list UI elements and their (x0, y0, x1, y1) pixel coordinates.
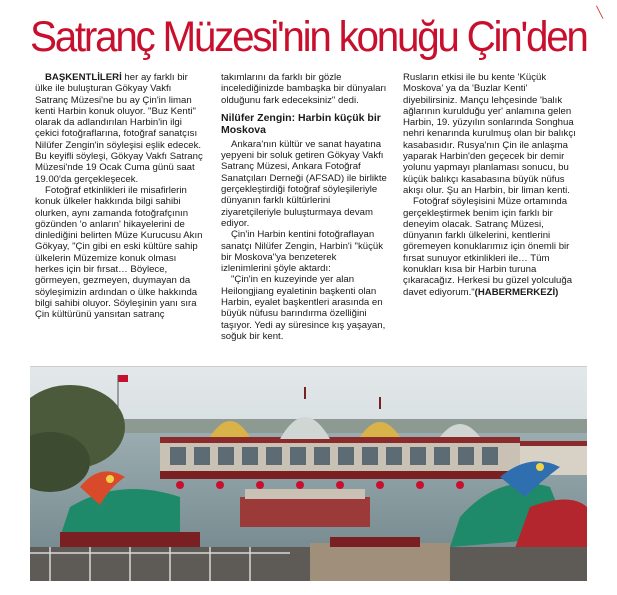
lead-text: her ay farklı bir ülke ile buluşturan Gökyay Vakfı Satranç Müzesi'ne bu ay Çin'in liman kenti Harbin konuk oluyor. "Buz Kenti" olarak da adlandırılan Harbin'in ilgi çekici fotoğraflarına, fotoğraf sanatçısı Nilüfer Zengin'in söyleşisi eşlik edecek. Bu keyifli söyleşi, Gökyay Vakfı Satranç Müzesi'nde 19 Ocak Cuma günü saat 19.00'da gerçekleşecek. (35, 72, 203, 185)
paragraph: Rusların etkisi ile bu kente 'Küçük Moskova' ya da 'Buzlar Kenti' diyebilirsiniz. Mançu lehçesinde 'balık ağlarının kurulduğu yer' anlamına gelen Harbin, 19. yüzyılın sonlarında Songhua nehri kenarında kurulmuş olan bir balıkçı kasabasıdır. Rusya'nın Çin ile anlaşma yaparak Harbin'den geçecek bir demir yolunu yapmayı planlaması sonucu, bu küçük balıkçı kasabasına büyük nüfus akışı olur. Şu an Harbin, bir liman kenti. (403, 72, 576, 196)
byline: (HABERMERKEZİ) (474, 286, 559, 298)
subheading: Nilüfer Zengin: Harbin küçük bir Moskova (221, 111, 381, 136)
paragraph: takımlarını da farklı bir gözle incelediğinizde bambaşka bir dünyaları olduğunu fark edeceksiniz" dedi. (221, 72, 387, 106)
article-column-3 (403, 72, 583, 298)
paragraph: Ankara'nın kültür ve sanat hayatına yepyeni bir soluk getiren Gökyay Vakfı Satranç Müzesi, Ankara Fotoğraf Sanatçıları Derneği (AFSAD) ile birlikte gerçekleştirdiği fotoğraf söyleşileriyle dünyanın farklı kültürlerini ziyaretçileriyle buluşturmaya devam ediyor. (221, 138, 387, 229)
corner-mark-icon: ╲ (596, 7, 603, 19)
paragraph (403, 196, 583, 298)
harbin-river-boats-photo-icon (30, 367, 587, 581)
quote-paragraph: "Çin'in en kuzeyinde yer alan Heilongjiang eyaletinin başkenti olan Harbin, eyalet başkentleri arasında en büyük nüfusu barındırma özelliğini taşıyor. Yedi ay süresince kış yaşayan, soğuk bir kent. (221, 274, 386, 342)
closing-text: Fotoğraf söyleşisini Müze ortamında gerçekleştirmek benim için farklı bir deneyim olacak. Satranç Müzesi, dünyanın farklı ülkelerini, kentlerini göremeyen konuklarımız için önemli bir fırsat sunuyor etkinlikleri ile… Tüm konukları kısa bir Harbin turuna çıkaracağız. Herkesi bu güzel yolculuğa davet ediyorum." (403, 196, 573, 298)
paragraph: Fotoğraf etkinlikleri ile misafirlerin konuk ülkeler hakkında bilgi sahibi olurken, aynı zamanda fotoğrafçının gözünden 'o anların' hikayelerini de dinlediğini belirten Müze Kurucusu Akın Gökyay, "Çin gibi en eski kültüre sahip ülkelerin Müzemize konuk olması herkes için bir fırsat… Böylece, görmeyen, gezmeyen, duymayan da söyleşimizin ardından o ülke hakkında bilgi sahibi oluyor. Söyleşinin yanı sıra Çin kültürünü yansıtan satranç (35, 184, 203, 321)
lead-word: BAŞKENTLİLERİ (45, 72, 122, 83)
article-column-2 (221, 72, 389, 342)
news-photo (30, 366, 587, 581)
lead-paragraph (35, 72, 207, 185)
article-column-1 (35, 72, 207, 321)
headline: Satranç Müzesi'nin konuğu Çin'den (30, 13, 587, 61)
paragraph: Çin'in Harbin kentini fotoğraflayan sanatçı Nilüfer Zengin, Harbin'i "küçük bir Moskova"ya benzeterek izlenimlerini şöyle aktardı: (221, 229, 384, 275)
